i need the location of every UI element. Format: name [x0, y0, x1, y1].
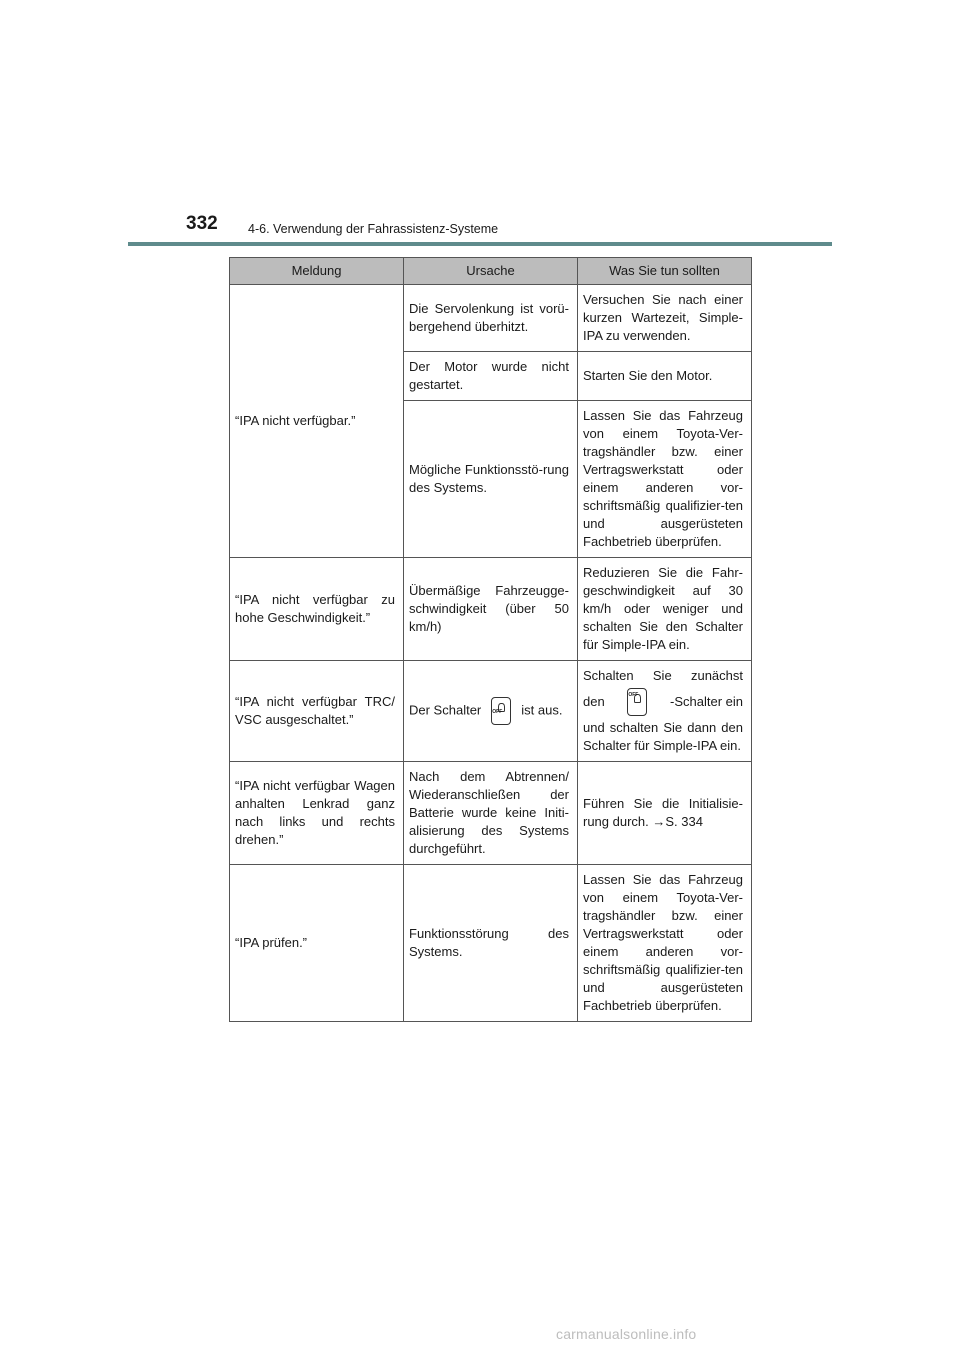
cause-cell: Übermäßige Fahrzeugge-schwindigkeit (über 50 km/h)	[404, 558, 578, 661]
action-cell: Starten Sie den Motor.	[578, 352, 752, 401]
cause-cell: Nach dem Abtrennen/ Wiederanschließen der Batterie wurde keine Initi-alisierung des Systems durchgeführt.	[404, 762, 578, 865]
table-row	[230, 558, 752, 661]
action-cell: Lassen Sie das Fahrzeug von einem Toyota-Ver-tragshändler bzw. einer Vertragswerkstatt oder einem anderen vor-schriftsmäßig qualifizier-ten und ausgerüsteten Fachbetrieb überprüfen.	[578, 401, 752, 558]
message-cell: “IPA prüfen.”	[230, 865, 404, 1022]
action-line-1: Schalten Sie zunächst	[583, 668, 743, 683]
column-header-ursache: Ursache	[404, 258, 578, 285]
ipa-message-table	[229, 257, 752, 1022]
action-text-before-icon: den	[583, 694, 605, 709]
vsc-off-switch-icon: OFF	[627, 688, 647, 716]
section-title: 4-6. Verwendung der Fahrassistenz-Systeme	[248, 222, 499, 236]
cause-cell: Funktionsstörung des Systems.	[404, 865, 578, 1022]
cause-cell: Die Servolenkung ist vorü-bergehend überhitzt.	[404, 285, 578, 352]
action-cell: Lassen Sie das Fahrzeug von einem Toyota-Ver-tragshändler bzw. einer Vertragswerkstatt oder einem anderen vor-schriftsmäßig qualifizier-ten und ausgerüsteten Fachbetrieb überprüfen.	[578, 865, 752, 1022]
cause-text-after-icon: ist aus.	[521, 702, 563, 718]
action-cell: Führen Sie die Initialisie-rung durch. →S. 334	[578, 762, 752, 865]
action-line-2	[583, 685, 743, 719]
cause-text-before-icon: Der Schalter	[409, 702, 482, 718]
column-header-meldung: Meldung	[230, 258, 404, 285]
column-header-massnahme: Was Sie tun sollten	[578, 258, 752, 285]
page-number: 332	[186, 213, 218, 234]
table-row	[230, 865, 752, 1022]
cause-cell: Mögliche Funktionsstö-rung des Systems.	[404, 401, 578, 558]
table-row	[230, 762, 752, 865]
action-cell	[578, 661, 752, 762]
table-row	[230, 661, 752, 762]
table-header-row	[230, 258, 752, 285]
message-cell: “IPA nicht verfügbar.”	[230, 285, 404, 558]
vsc-off-switch-icon: OFF	[491, 697, 511, 725]
message-cell: “IPA nicht verfügbar TRC/ VSC ausgeschaltet.”	[230, 661, 404, 762]
cause-cell	[404, 661, 578, 762]
action-text-after-icon: -Schalter ein	[670, 694, 743, 709]
message-cell: “IPA nicht verfügbar zu hohe Geschwindigkeit.”	[230, 558, 404, 661]
header-rule	[128, 242, 832, 246]
watermark: carmanualsonline.info	[556, 1326, 697, 1342]
table-row	[230, 285, 752, 352]
action-rest: und schalten Sie dann den Schalter für Simple-IPA ein.	[583, 720, 743, 753]
action-cell: Versuchen Sie nach einer kurzen Wartezeit, Simple-IPA zu verwenden.	[578, 285, 752, 352]
cause-cell: Der Motor wurde nicht gestartet.	[404, 352, 578, 401]
message-cell: “IPA nicht verfügbar Wagen anhalten Lenkrad ganz nach links und rechts drehen.”	[230, 762, 404, 865]
action-cell: Reduzieren Sie die Fahr-geschwindigkeit auf 30 km/h oder weniger und schalten Sie den Schalter für Simple-IPA ein.	[578, 558, 752, 661]
